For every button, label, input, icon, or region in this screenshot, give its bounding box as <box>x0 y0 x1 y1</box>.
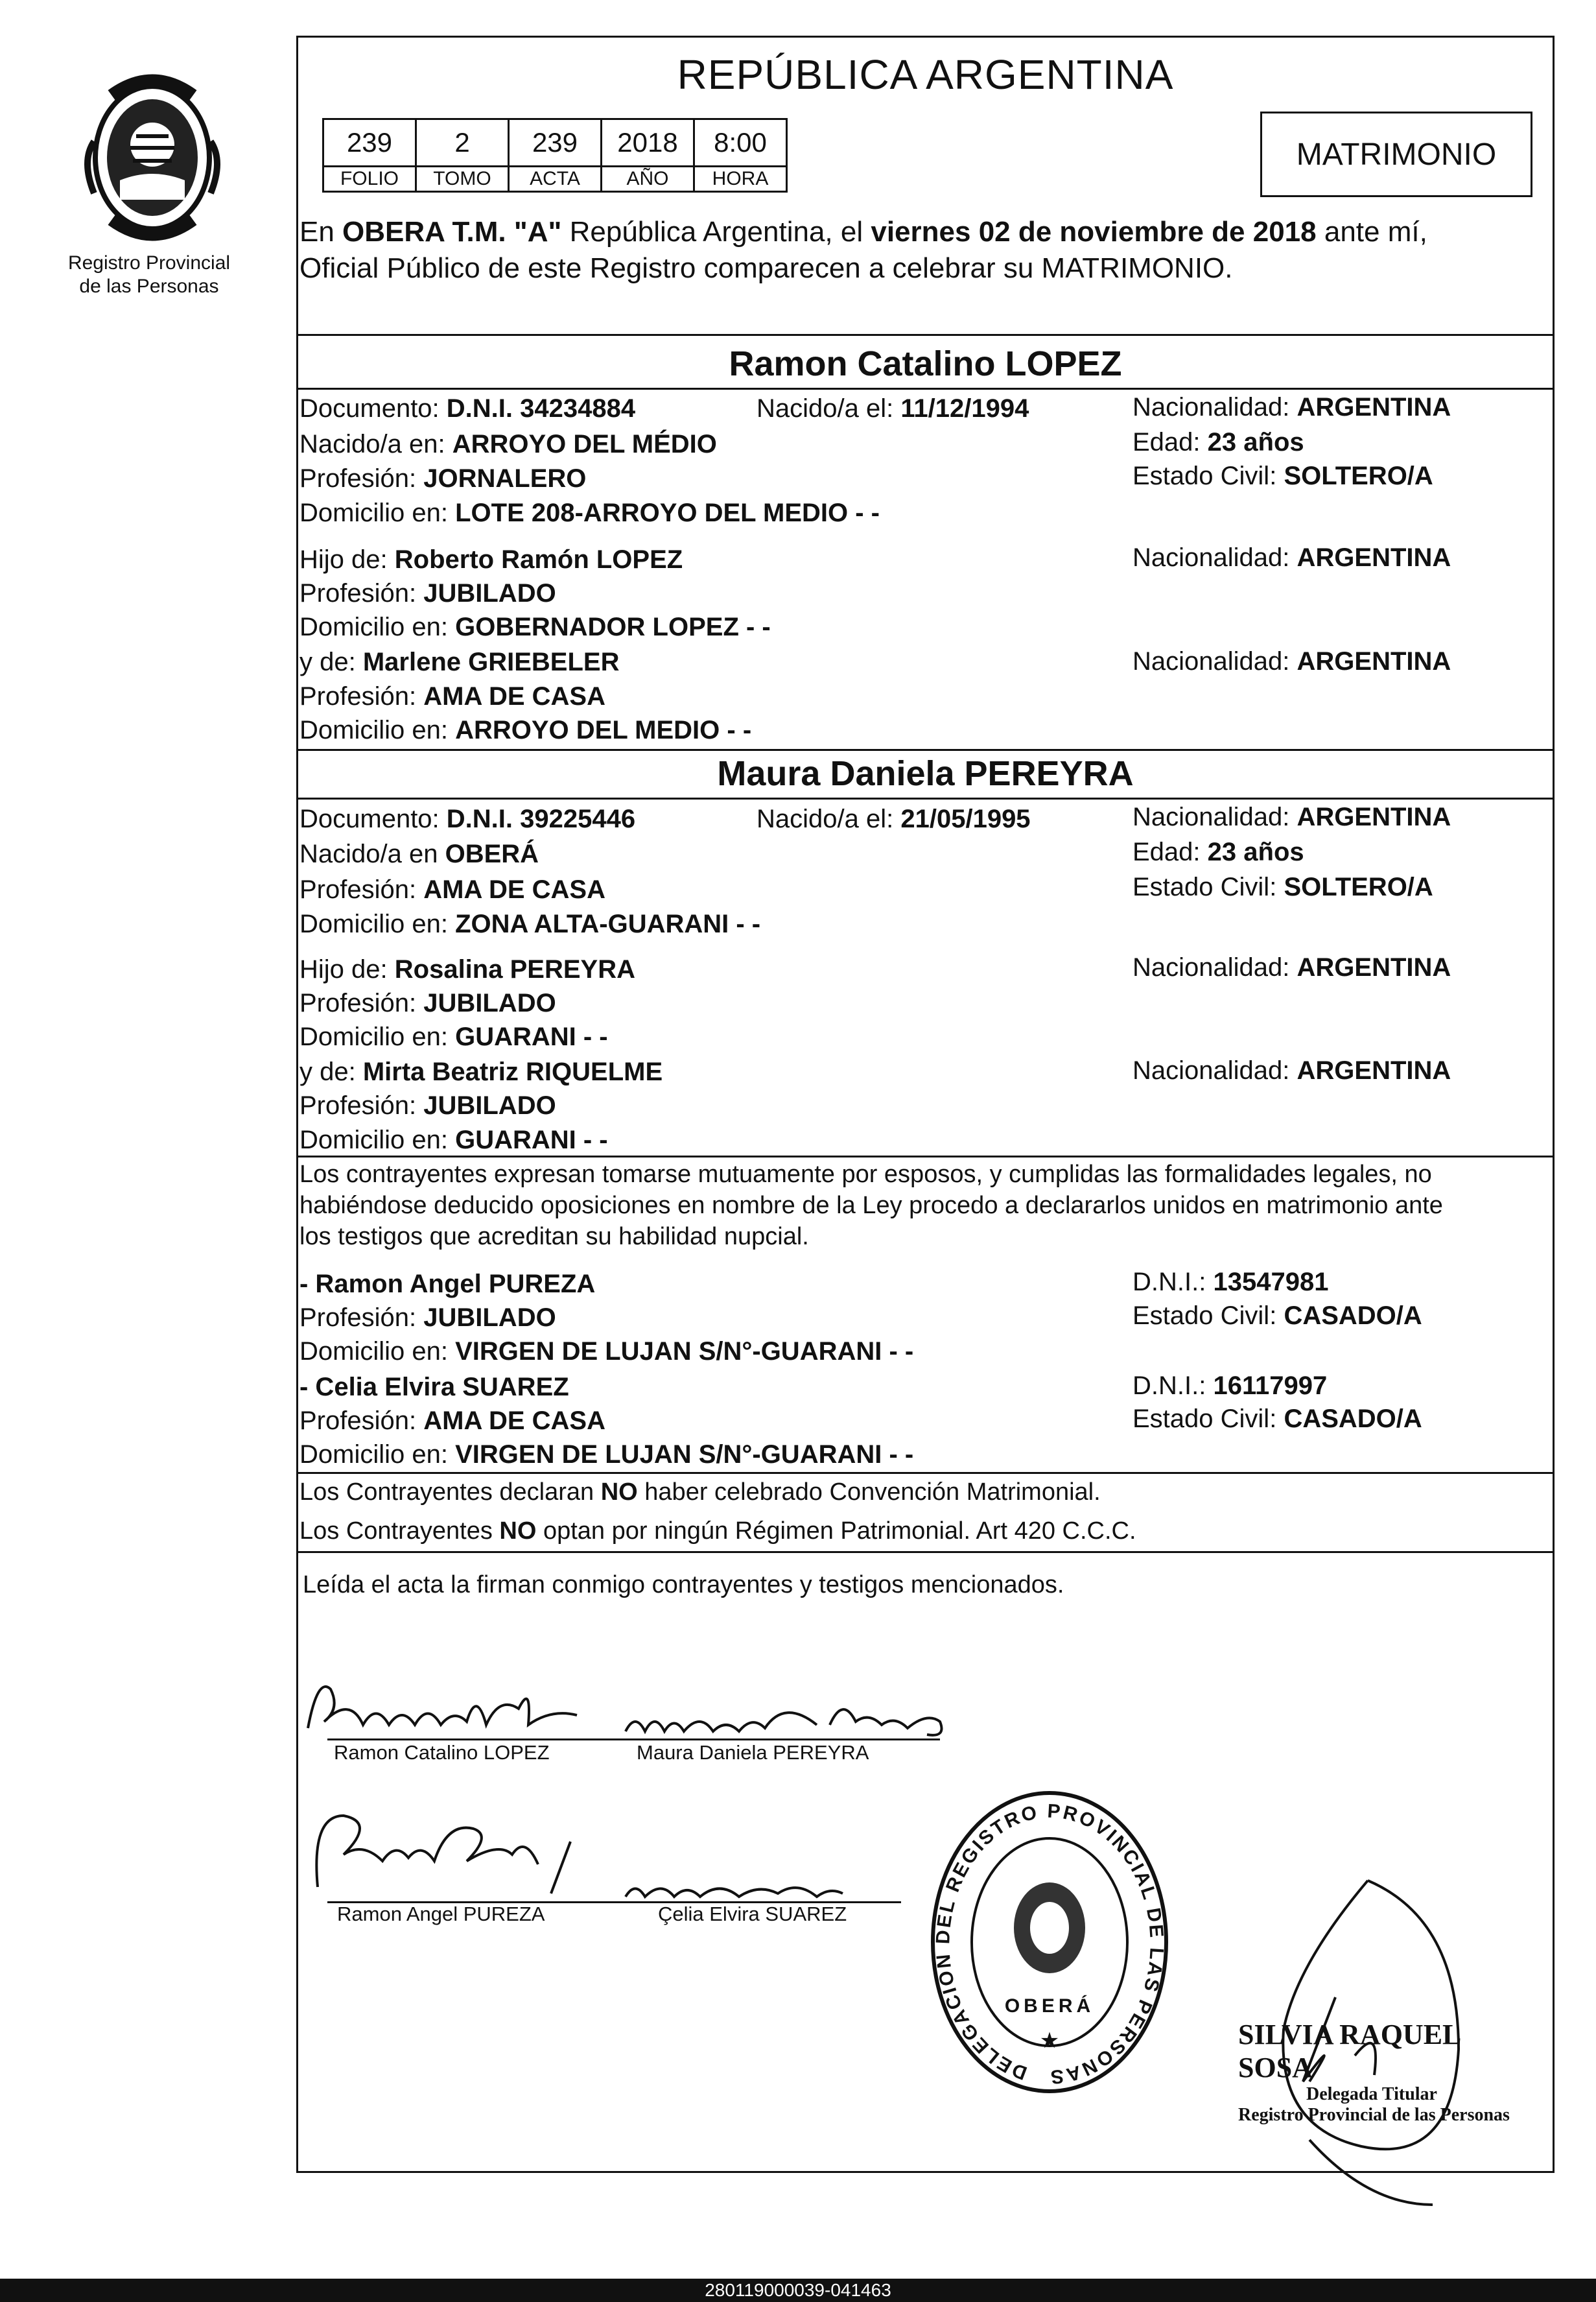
officer-organization: Registro Provincial de las Personas <box>1238 2105 1510 2125</box>
registry-caption-line2: de las Personas <box>79 276 219 297</box>
officer-name: SILVIA RAQUEL SOSA <box>1238 2019 1460 2083</box>
spouse2-mother <box>299 1059 663 1085</box>
value: JORNALERO <box>423 464 587 493</box>
convention-line2 <box>299 1519 1136 1543</box>
label: Estado Civil: <box>1132 1301 1277 1330</box>
hour-label: HORA <box>694 167 787 192</box>
spouse1-name: Ramon Catalino LOPEZ <box>729 344 1122 383</box>
label: D.N.I.: <box>1132 1268 1206 1296</box>
year-label: AÑO <box>602 167 694 192</box>
value: ARGENTINA <box>1297 1056 1451 1085</box>
spouse2-father-nationality <box>1132 955 1451 980</box>
witness1-name <box>299 1271 595 1297</box>
label: Nacionalidad: <box>1132 543 1290 572</box>
value: ARGENTINA <box>1297 647 1451 676</box>
label: Nacionalidad: <box>1132 1056 1290 1085</box>
value: OBERÁ <box>445 840 539 868</box>
value: 23 años <box>1207 838 1304 866</box>
label: Nacionalidad: <box>1132 647 1290 676</box>
value: 16117997 <box>1213 1371 1328 1400</box>
spouse2-mother-nationality <box>1132 1058 1451 1084</box>
signature-caption-witness1: Ramon Angel PUREZA <box>337 1903 545 1925</box>
intro-text: ante mí, <box>1316 216 1427 248</box>
value: - Celia Elvira SUAREZ <box>299 1373 569 1401</box>
value: ZONA ALTA-GUARANI - - <box>455 910 761 938</box>
label: D.N.I.: <box>1132 1371 1206 1400</box>
spouse1-father-domicile <box>299 614 771 640</box>
spouse2-birthdate <box>757 806 1031 832</box>
label: Estado Civil: <box>1132 1405 1277 1433</box>
text: Los Contrayentes declaran <box>299 1478 601 1506</box>
spouse1-civil-status <box>1132 463 1433 489</box>
officer-block <box>1238 2018 1536 2126</box>
registry-caption-line1: Registro Provincial <box>67 252 231 274</box>
spouse2-father-domicile <box>299 1024 608 1050</box>
value: VIRGEN DE LUJAN S/N°-GUARANI - - <box>455 1440 914 1469</box>
value: ARGENTINA <box>1297 393 1451 421</box>
acta-label: ACTA <box>509 167 602 192</box>
label: Nacido/a en <box>299 840 438 868</box>
convention-line1 <box>299 1480 1101 1504</box>
label: Hijo de: <box>299 545 388 574</box>
spouse2-document <box>299 806 635 832</box>
label: Domicilio en: <box>299 1337 448 1366</box>
value: GUARANI - - <box>455 1126 608 1154</box>
value: 13547981 <box>1213 1268 1329 1296</box>
tomo-value: 2 <box>416 119 509 167</box>
signature-caption-spouse1: Ramon Catalino LOPEZ <box>334 1741 550 1764</box>
document-code-footer: 280119000039-041463 <box>0 2279 1596 2302</box>
declaration-line3: los testigos que acreditan su habilidad nupcial. <box>299 1223 809 1250</box>
value: Roberto Ramón LOPEZ <box>394 545 683 574</box>
value: JUBILADO <box>423 1303 556 1332</box>
label: Profesión: <box>299 1091 417 1120</box>
record-type-box: MATRIMONIO <box>1260 112 1532 197</box>
label: Domicilio en: <box>299 499 448 527</box>
label: Nacido/a en: <box>299 430 445 458</box>
spouse2-nationality <box>1132 804 1451 830</box>
text: Los Contrayentes <box>299 1517 500 1545</box>
spouse1-mother-nationality <box>1132 648 1451 674</box>
svg-text:DELEGACION DEL REGISTRO PROVIN: DELEGACION DEL REGISTRO PROVINCIAL DE LAS PERSONAS <box>932 1800 1168 2088</box>
label: Domicilio en: <box>299 613 448 641</box>
label: Domicilio en: <box>299 1023 448 1051</box>
spouse1-father <box>299 547 683 573</box>
witness1-civil-status <box>1132 1303 1422 1329</box>
spouse2-domicile <box>299 911 760 937</box>
province-seal-logo <box>75 70 230 245</box>
intro-line1 <box>299 214 1427 250</box>
folio-value: 239 <box>323 119 416 167</box>
label: Profesión: <box>299 1406 417 1435</box>
label: Nacido/a el: <box>757 805 894 833</box>
value: VIRGEN DE LUJAN S/N°-GUARANI - - <box>455 1337 914 1366</box>
label: Domicilio en: <box>299 1126 448 1154</box>
spouse2-birthplace <box>299 841 539 867</box>
folio-label: FOLIO <box>323 167 416 192</box>
value: GUARANI - - <box>455 1023 608 1051</box>
witness2-civil-status <box>1132 1406 1422 1432</box>
value: GOBERNADOR LOPEZ - - <box>455 613 771 641</box>
intro-text: En <box>299 216 343 248</box>
value: AMA DE CASA <box>423 682 605 711</box>
page-title: REPÚBLICA ARGENTINA <box>677 51 1174 98</box>
declaration-line1: Los contrayentes expresan tomarse mutuamente por esposos, y cumplidas las formalidades legales, no <box>299 1161 1432 1188</box>
value: ARGENTINA <box>1297 953 1451 982</box>
emphasis: NO <box>499 1517 537 1545</box>
spouse1-nationality <box>1132 394 1451 420</box>
spouse1-father-nationality <box>1132 545 1451 571</box>
value: CASADO/A <box>1284 1405 1422 1433</box>
registry-caption <box>52 252 246 298</box>
value: CASADO/A <box>1284 1301 1422 1330</box>
value: LOTE 208-ARROYO DEL MEDIO - - <box>455 499 880 527</box>
label: Nacido/a el: <box>757 394 894 423</box>
value: ARGENTINA <box>1297 543 1451 572</box>
label: Estado Civil: <box>1132 462 1277 490</box>
signature-caption-spouse2: Maura Daniela PEREYRA <box>637 1741 869 1764</box>
label: Profesión: <box>299 682 417 711</box>
declaration-line2: habiéndose deducido oposiciones en nombre de la Ley procedo a declararlos unidos en matrimonio ante <box>299 1192 1443 1219</box>
spouse1-birthdate <box>757 396 1029 421</box>
witness2-profession <box>299 1408 605 1434</box>
value: ARROYO DEL MEDIO - - <box>455 716 752 744</box>
intro-line2: Oficial Público de este Registro comparecen a celebrar su MATRIMONIO. <box>299 252 1233 284</box>
intro-place: OBERA T.M. "A" <box>342 216 562 248</box>
value: ARROYO DEL MÉDIO <box>452 430 717 458</box>
tomo-label: TOMO <box>416 167 509 192</box>
officer-role: Delegada Titular <box>1306 2084 1437 2104</box>
label: Nacionalidad: <box>1132 393 1290 421</box>
spouse1-father-profession <box>299 580 556 606</box>
witness1-profession <box>299 1305 556 1331</box>
label: Domicilio en: <box>299 910 448 938</box>
label: Documento: <box>299 805 440 833</box>
delegation-stamp <box>928 1788 1171 2096</box>
value: SOLTERO/A <box>1284 873 1433 901</box>
intro-date: viernes 02 de noviembre de 2018 <box>871 216 1317 248</box>
value: ARGENTINA <box>1297 803 1451 831</box>
registry-table <box>322 118 788 193</box>
value: 23 años <box>1207 428 1304 457</box>
spouse2-father <box>299 956 635 982</box>
value: Marlene GRIEBELER <box>362 648 620 676</box>
value: SOLTERO/A <box>1284 462 1433 490</box>
label: Profesión: <box>299 1303 417 1332</box>
value: - Ramon Angel PUREZA <box>299 1270 596 1298</box>
label: y de: <box>299 1058 356 1086</box>
label: Documento: <box>299 394 440 423</box>
label: Profesión: <box>299 989 417 1017</box>
label: Estado Civil: <box>1132 873 1277 901</box>
spouse1-birthplace <box>299 431 717 457</box>
signature-caption-witness2: Çelia Elvira SUAREZ <box>658 1903 847 1925</box>
value: AMA DE CASA <box>423 1406 605 1435</box>
signature-witness1 <box>305 1803 642 1903</box>
spouse2-name: Maura Daniela PEREYRA <box>717 754 1134 793</box>
witness1-dni <box>1132 1269 1328 1295</box>
value: JUBILADO <box>423 1091 556 1120</box>
label: Edad: <box>1132 428 1201 457</box>
closing-text: Leída el acta la firman conmigo contrayentes y testigos mencionados. <box>303 1571 1064 1598</box>
witness2-dni <box>1132 1373 1327 1399</box>
spouse1-profession <box>299 466 586 492</box>
text: optan por ningún Régimen Patrimonial. Art 420 C.C.C. <box>536 1517 1136 1545</box>
spouse1-age <box>1132 429 1304 455</box>
emphasis: NO <box>600 1478 638 1506</box>
value: Rosalina PEREYRA <box>394 955 635 984</box>
spouse2-mother-domicile <box>299 1127 608 1153</box>
label: Profesión: <box>299 464 417 493</box>
value: Mirta Beatriz RIQUELME <box>362 1058 663 1086</box>
value: 11/12/1994 <box>900 394 1029 423</box>
label: Profesión: <box>299 579 417 608</box>
label: Nacionalidad: <box>1132 803 1290 831</box>
value: AMA DE CASA <box>423 875 605 904</box>
spouse1-document <box>299 396 635 421</box>
year-value: 2018 <box>602 119 694 167</box>
label: Edad: <box>1132 838 1201 866</box>
label: Nacionalidad: <box>1132 953 1290 982</box>
spouse2-age <box>1132 839 1304 865</box>
witness2-name <box>299 1374 569 1400</box>
value: 21/05/1995 <box>900 805 1031 833</box>
spouse1-mother-domicile <box>299 717 751 743</box>
label: Profesión: <box>299 875 417 904</box>
hour-value: 8:00 <box>694 119 787 167</box>
label: Hijo de: <box>299 955 388 984</box>
label: y de: <box>299 648 356 676</box>
spouse1-mother <box>299 649 620 675</box>
svg-text:★: ★ <box>1039 2028 1060 2053</box>
acta-value: 239 <box>509 119 602 167</box>
spouse2-civil-status <box>1132 874 1433 900</box>
spouse1-domicile <box>299 500 880 526</box>
value: D.N.I. 39225446 <box>446 805 636 833</box>
label: Domicilio en: <box>299 1440 448 1469</box>
witness1-domicile <box>299 1338 913 1364</box>
spouse2-father-profession <box>299 990 556 1016</box>
intro-text: República Argentina, el <box>561 216 871 248</box>
value: JUBILADO <box>423 579 556 608</box>
value: D.N.I. 34234884 <box>446 394 636 423</box>
witness2-domicile <box>299 1442 913 1467</box>
svg-text:OBERÁ: OBERÁ <box>1004 1995 1095 2017</box>
spouse1-mother-profession <box>299 683 605 709</box>
value: JUBILADO <box>423 989 556 1017</box>
text: haber celebrado Convención Matrimonial. <box>637 1478 1101 1506</box>
spouse2-profession <box>299 877 605 903</box>
label: Domicilio en: <box>299 716 448 744</box>
spouse2-mother-profession <box>299 1093 556 1119</box>
